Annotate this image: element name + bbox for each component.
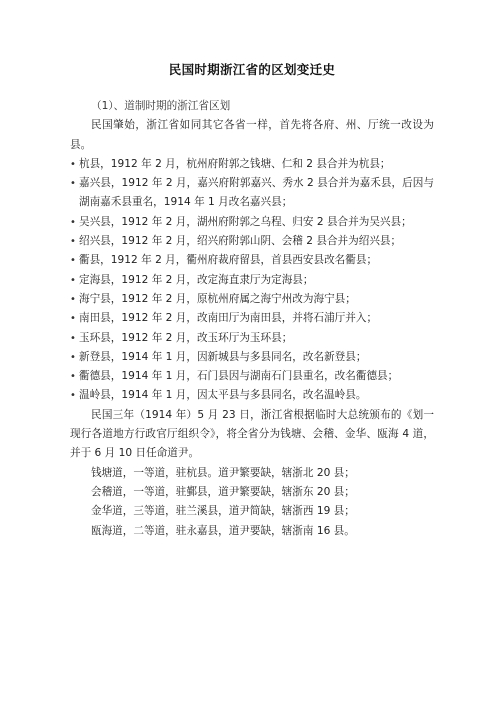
document-body — [70, 97, 434, 541]
list-item-text: 南田县，1912 年 2 月，改南田厅为南田县，并将石浦厅并入； — [79, 312, 378, 325]
list-item-text: 定海县，1912 年 2 月，改定海直隶厅为定海县； — [79, 273, 314, 286]
list-item — [70, 174, 434, 213]
bullet-icon: • — [70, 332, 76, 344]
list-item — [70, 348, 434, 367]
list-item — [70, 309, 434, 328]
list-item — [70, 290, 434, 309]
bullet-icon: • — [70, 371, 76, 383]
list-item — [70, 213, 434, 232]
bullet-icon: • — [70, 236, 76, 248]
list-item-text: 玉环县，1912 年 2 月，改玉环厅为玉环县； — [79, 331, 293, 344]
list-item — [70, 232, 434, 251]
circuit-item: 瓯海道，二等道，驻永嘉县，道尹要缺，辖浙南 16 县。 — [91, 524, 355, 537]
list-item-text: 新登县，1914 年 1 月，因新城县与多县同名，改名新登县； — [79, 350, 367, 363]
list-item-text: 衢德县，1914 年 1 月，石门县因与湖南石门县重名，改名衢德县； — [79, 370, 399, 383]
circuit-item: 会稽道，一等道，驻鄞县，道尹繁要缺，辖浙东 20 县； — [91, 485, 355, 498]
list-item-text: 衢县，1912 年 2 月，衢州府裁府留县，首县西安县改名衢县； — [79, 254, 378, 267]
list-item — [70, 155, 434, 174]
bullet-icon: • — [70, 293, 76, 305]
county-list — [70, 155, 434, 406]
bullet-icon: • — [70, 390, 76, 402]
list-item — [70, 386, 434, 405]
bullet-icon: • — [70, 158, 76, 170]
list-item-text: 吴兴县，1912 年 2 月，湖州府附郭之乌程、归安 2 县合并为吴兴县； — [79, 215, 412, 228]
circuit-list — [70, 464, 434, 541]
section-heading: （1）、道制时期的浙江省区划 — [91, 100, 231, 112]
bullet-icon: • — [70, 178, 76, 190]
list-item — [70, 367, 434, 386]
bullet-icon: • — [70, 313, 76, 325]
bullet-icon: • — [70, 351, 76, 363]
list-item-text: 嘉兴县，1912 年 2 月，嘉兴府附郭嘉兴、秀水 2 县合并为嘉禾县，后因与湖南嘉禾县重名，1914 年 1 月改名嘉兴县； — [79, 177, 434, 209]
circuit-item: 钱塘道，一等道，驻杭县。道尹繁要缺，辖浙北 20 县； — [91, 466, 355, 479]
bullet-icon: • — [70, 255, 76, 267]
intro-paragraph: 民国肇始，浙江省如同其它各省一样，首先将各府、州、厅统一改设为县。 — [70, 119, 434, 151]
page-title: 民国时期浙江省的区划变迁史 — [168, 62, 336, 77]
circuit-item: 金华道，三等道，驻兰溪县，道尹简缺，辖浙西 19 县； — [91, 505, 355, 518]
list-item-text: 海宁县，1912 年 2 月，原杭州府属之海宁州改为海宁县； — [79, 292, 356, 305]
list-item-text: 杭县，1912 年 2 月，杭州府附郭之钱塘、仁和 2 县合并为杭县； — [79, 157, 391, 170]
bullet-icon: • — [70, 274, 76, 286]
list-item — [70, 271, 434, 290]
list-item — [70, 329, 434, 348]
list-item-text: 绍兴县，1912 年 2 月，绍兴府附郭山阴、会稽 2 县合并为绍兴县； — [79, 235, 402, 248]
decree-paragraph: 民国三年（1914 年）5 月 23 日，浙江省根据临时大总统颁布的《划一现行各道地方行政官厅组织令》，将全省分为钱塘、会稽、金华、瓯海 4 道，并于 6 月 10 日任命道尹。 — [70, 408, 434, 460]
list-item-text: 温岭县，1914 年 1 月，因太平县与多县同名，改名温岭县。 — [79, 389, 367, 402]
list-item — [70, 251, 434, 270]
bullet-icon: • — [70, 216, 76, 228]
